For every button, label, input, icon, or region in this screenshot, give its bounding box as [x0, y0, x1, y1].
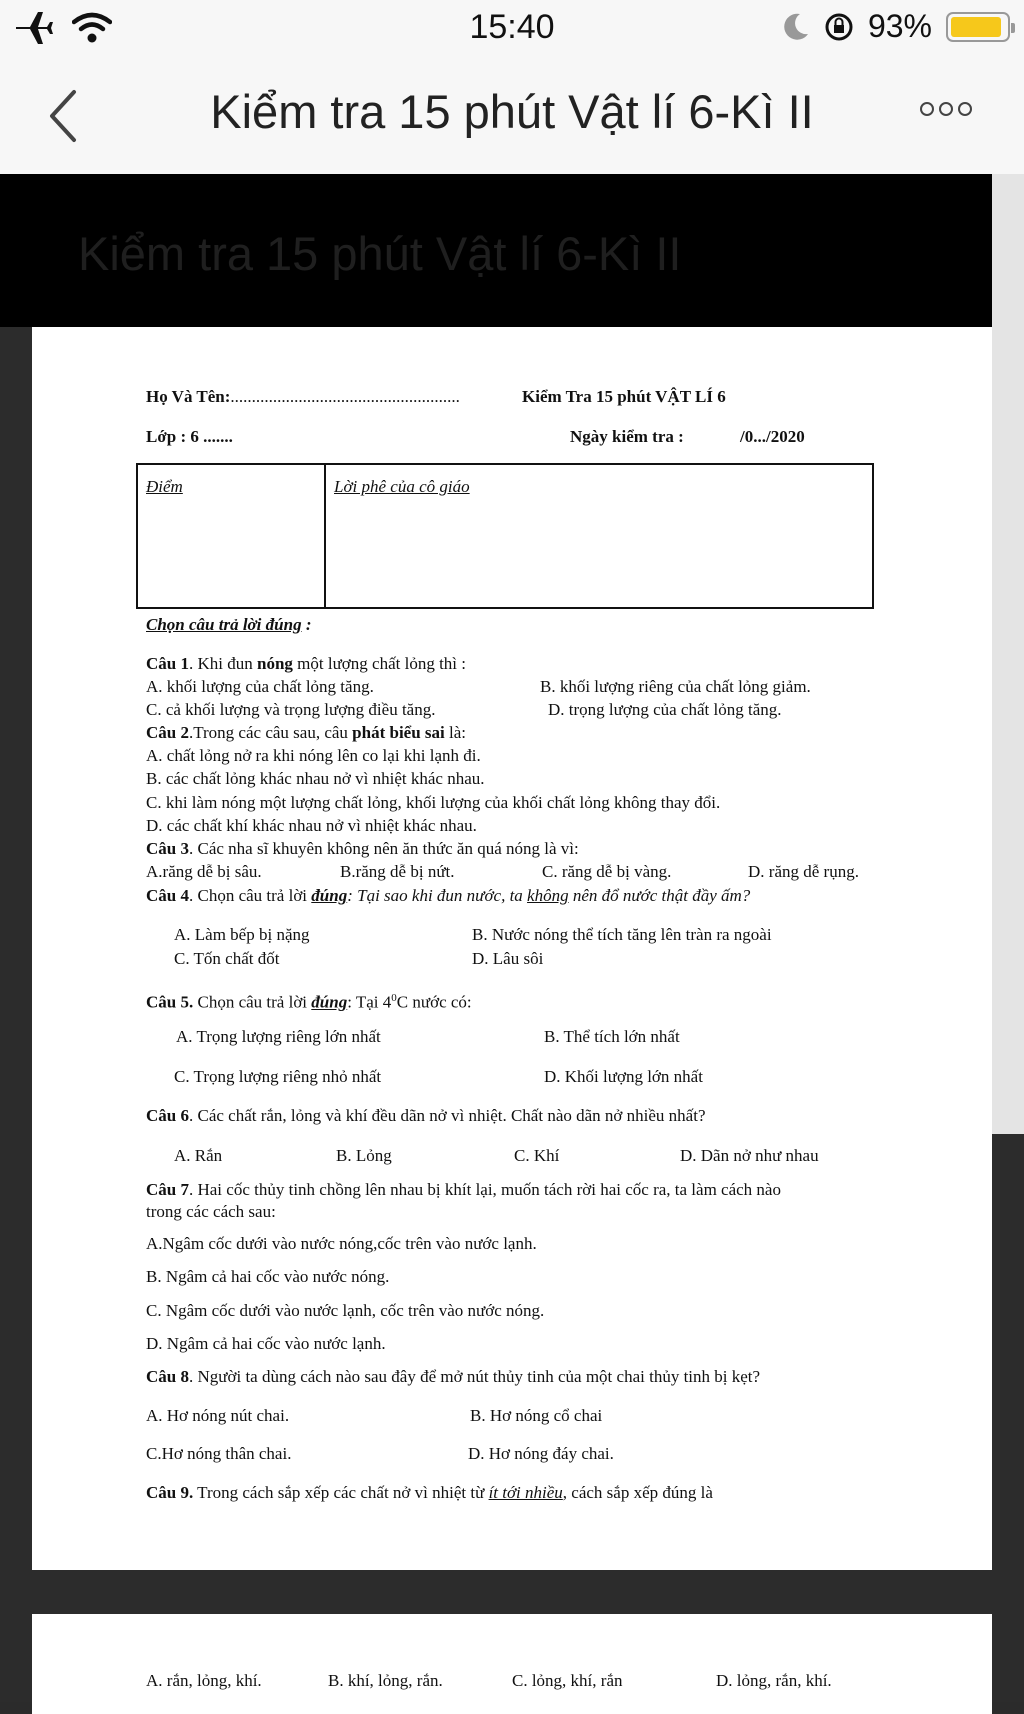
q1-option-b: B. khối lượng riêng của chất lỏng giảm.: [540, 677, 811, 696]
nav-bar: [0, 56, 1024, 174]
question-6: Câu 6. Các chất rắn, lỏng và khí đều dãn nở vì nhiệt. Chất nào dãn nở nhiều nhất?: [146, 1106, 706, 1125]
test-title: Kiểm Tra 15 phút VẬT LÍ 6: [522, 387, 726, 406]
rotation-lock-icon: [824, 12, 854, 42]
q9-option-a: A. rắn, lỏng, khí.: [146, 1671, 262, 1690]
q6-option-c: C. Khí: [514, 1146, 560, 1165]
q8-option-d: D. Hơ nóng đáy chai.: [468, 1444, 614, 1463]
q7-option-a: A.Ngâm cốc dưới vào nước nóng,cốc trên vào nước lạnh.: [146, 1234, 537, 1253]
q4-option-d: D. Lâu sôi: [472, 949, 544, 968]
q4-option-b: B. Nước nóng thể tích tăng lên tràn ra ngoài: [472, 925, 772, 944]
q2-option-d: D. các chất khí khác nhau nở vì nhiệt khác nhau.: [146, 816, 477, 835]
question-2: Câu 2.Trong các câu sau, câu phát biểu sai là:: [146, 723, 467, 742]
comment-label: Lời phê của cô giáo: [334, 477, 470, 496]
q4-option-a: A. Làm bếp bị nặng: [174, 925, 310, 944]
document-banner: [0, 174, 992, 327]
q3-option-b: B.răng dễ bị nứt.: [340, 862, 455, 881]
question-3: Câu 3. Các nha sĩ khuyên không nên ăn thức ăn quá nóng là vì:: [146, 839, 579, 858]
q9-option-c: C. lỏng, khí, rắn: [512, 1671, 623, 1690]
q5-option-a: A. Trọng lượng riêng lớn nhất: [176, 1027, 381, 1046]
battery-percent: 93%: [867, 8, 932, 44]
name-field-label: Họ Và Tên:......................................................: [146, 387, 460, 406]
q3-option-c: C. răng dễ bị vàng.: [542, 862, 672, 881]
q3-option-a: A.răng dễ bị sâu.: [146, 862, 262, 881]
banner-title: Kiểm tra 15 phút Vật lí 6-Kì II: [78, 227, 682, 280]
question-8: Câu 8. Người ta dùng cách nào sau đây để mở nút thủy tinh của một chai thủy tinh bị kẹt?: [146, 1367, 761, 1386]
q3-option-d: D. răng dễ rụng.: [748, 862, 859, 881]
status-time: 15:40: [469, 8, 555, 46]
q2-option-b: B. các chất lỏng khác nhau nở vì nhiệt khác nhau.: [146, 769, 485, 788]
q1-option-c: C. cả khối lượng và trọng lượng điều tăng.: [146, 700, 436, 719]
q8-option-c: C.Hơ nóng thân chai.: [146, 1444, 292, 1463]
instruction: Chọn câu trả lời đúng :: [146, 615, 312, 634]
document-page-2: [32, 1614, 992, 1714]
scrollbar[interactable]: [992, 174, 1024, 1134]
score-comment-box: [136, 463, 874, 609]
q5-option-d: D. Khối lượng lớn nhất: [544, 1067, 703, 1086]
more-options-icon[interactable]: [920, 102, 972, 116]
q5-option-c: C. Trọng lượng riêng nhỏ nhất: [174, 1067, 382, 1086]
question-7: Câu 7. Hai cốc thủy tinh chồng lên nhau bị khít lại, muốn tách rời hai cốc ra, ta làm cách nào: [146, 1180, 781, 1199]
moon-icon: [782, 12, 810, 42]
date-value: /0.../2020: [740, 427, 805, 446]
q2-option-c: C. khi làm nóng một lượng chất lỏng, khối lượng của khối chất lỏng không thay đổi.: [146, 793, 721, 812]
question-7-cont: trong các cách sau:: [146, 1202, 276, 1221]
q1-option-d: D. trọng lượng của chất lỏng tăng.: [548, 700, 782, 719]
q5-option-b: B. Thể tích lớn nhất: [544, 1027, 680, 1046]
class-label: Lớp : 6 .......: [146, 427, 233, 446]
q6-option-a: A. Rắn: [174, 1146, 223, 1165]
battery-icon: [946, 12, 1010, 42]
date-label: Ngày kiểm tra :: [570, 427, 684, 446]
back-chevron-icon[interactable]: [40, 86, 90, 146]
q1-option-a: A. khối lượng của chất lỏng tăng.: [146, 677, 374, 696]
q9-option-b: B. khí, lỏng, rắn.: [328, 1671, 443, 1690]
q8-option-a: A. Hơ nóng nút chai.: [146, 1406, 290, 1425]
question-5: Câu 5. Chọn câu trả lời đúng: Tại $4^0C$ nước có:: [146, 992, 472, 1012]
q7-option-b: B. Ngâm cả hai cốc vào nước nóng.: [146, 1267, 390, 1286]
status-bar: [0, 0, 1024, 56]
q7-option-c: C. Ngâm cốc dưới vào nước lạnh, cốc trên vào nước nóng.: [146, 1301, 545, 1320]
page-title: Kiểm tra 15 phút Vật lí 6-Kì II: [210, 85, 814, 138]
q6-option-d: D. Dãn nở như nhau: [680, 1146, 819, 1165]
question-4: Câu 4. Chọn câu trả lời đúng: Tại sao khi đun nước, ta không nên đổ nước thật đầy ấm?: [146, 886, 751, 905]
q7-option-d: D. Ngâm cả hai cốc vào nước lạnh.: [146, 1334, 386, 1353]
q9-option-d: D. lỏng, rắn, khí.: [716, 1671, 832, 1690]
q6-option-b: B. Lỏng: [336, 1146, 392, 1165]
score-label: Điểm: [146, 477, 183, 496]
question-1: Câu 1. Khi đun nóng một lượng chất lỏng thì :: [146, 654, 466, 673]
q2-option-a: A. chất lỏng nở ra khi nóng lên co lại khi lạnh đi.: [146, 746, 481, 765]
q4-option-c: C. Tốn chất đốt: [174, 949, 280, 968]
q8-option-b: B. Hơ nóng cổ chai: [470, 1406, 603, 1425]
question-9: Câu 9. Trong cách sắp xếp các chất nở vì nhiệt từ ít tới nhiều, cách sắp xếp đúng là: [146, 1483, 713, 1502]
